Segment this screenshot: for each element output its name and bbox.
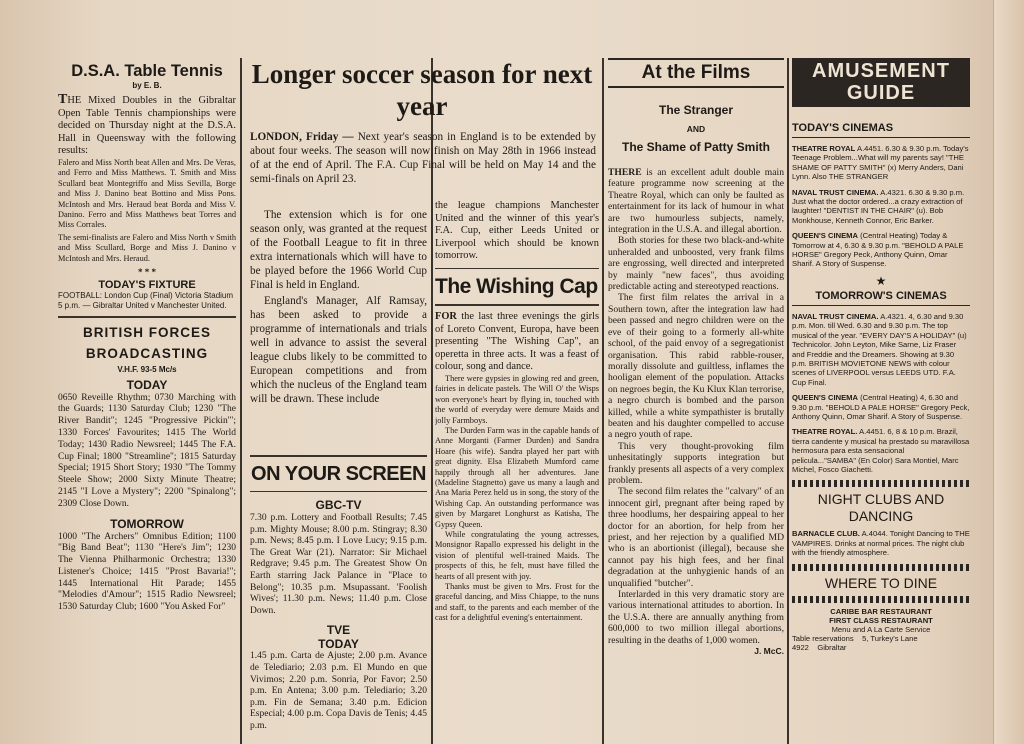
films-paragraph-2: Both stories for these two black-and-white unheralded and unboosted, very frank films are engrossing, well directed and interpreted by mainly "new faces", thus avoiding predictable acting and stereotyped reactions. [608,235,784,293]
todays-cinemas-heading: TODAY'S CINEMAS [792,121,970,138]
soccer-article-continued [250,208,427,448]
tomorrow-schedule: 1000 "The Archers" Omnibus Edition; 1100 "Big Band Beat"; 1130 "Here's Jim"; 1230 The Vienna Philharmonic Orchestra; 1330 Listener's Choice; 1415 "Prost Bavaria!"; 1445 International Hit Parade; 1455 "Melodies d'Amour"; 1515 Radio Newsreel; 1530 Saturday Club; 1600 "You Asked For" [58,531,236,613]
on-your-screen-heading: ON YOUR SCREEN [251,462,426,485]
tomorrow-heading: TOMORROW [110,516,184,531]
restaurant-line: 4922 Gibraltar [792,643,847,653]
restaurant-line: FIRST CLASS RESTAURANT [829,615,933,625]
restaurant-line: Menu and A La Carte Service [831,625,931,634]
bfb-heading-2: BROADCASTING [85,345,209,361]
cinema-name: THEATRE ROYAL. [792,427,858,437]
amusement-guide-subtitle: GUIDE [846,82,916,104]
night-club-listing: BARNACLE CLUB. A.4044. Tonight Dancing to THE VAMPIRES. Drinks at normal prices. The night club with the friendly atmosphere. [792,529,970,558]
tomorrows-cinemas-list [792,312,970,475]
films-heading: At the Films [641,62,751,83]
wishing-cap-title: The Wishing Cap [435,275,598,299]
film-title-2: The Shame of Patty Smith [621,140,771,154]
film-and: AND [686,124,706,134]
column-rule [602,58,604,744]
soccer-continuation: the league champions Manchester United and the winner of this year's F.A. Cup, either Leeds United or Liverpool which should be known tomorrow. [435,200,599,262]
restaurant-name: CARIBE BAR RESTAURANT [830,606,932,616]
column-table-tennis [58,58,236,744]
cinema-details: A.4321. 4, 6.30 and 9.30 p.m. Mon. till Wed. 6.30 and 9.30 p.m. The top musical of the year. "EVERY DAY'S A HOLIDAY" (u) Technicolor. John Leyton, Mike Sarne, Liz Fraser and Freddie and the Dreamers. Showing at 9.30 p.m. BRITISH MOVIETONE NEWS with colour scenes of LIVERPOOL versus LEEDS UTD. F.A. Cup Final. [792,311,967,387]
cinema-listing [792,231,970,269]
tve-schedule: 1.45 p.m. Carta de Ajuste; 2.00 p.m. Avance de Telediario; 2.03 p.m. El Mundo en que Vivimos; 2.20 p.m. Sonria, Por Favor; 2.50 p.m. En Antena; 3.00 p.m. Telediario; 3.20 p.m. Fin de Semana; 3.40 p.m. Edicion Especial; 4.00 p.m. Copa Davis de Tenis; 4.45 p.m. [250,651,427,731]
cinema-details: A.4451. 6.30 & 9.30 p.m. Today's Teenage Problem...What will my parents say! "THE SHAME OF PATTY SMITH" (x) Merry Anders, Dani Lynn. Also THE STRANGER [792,144,969,182]
gbc-heading: GBC-TV [315,498,362,512]
headline-block [244,58,600,138]
cinema-listing [792,312,970,387]
tomorrows-cinemas-heading: TOMORROW'S CINEMAS [792,289,970,306]
films-paragraph-1: THERE is an excellent adult double main feature programme now screening at the Theatre Royal, which can only be faulted as entertainment for its lack of humour in what are two humourless subjects, namely, integration in the U.S.A. and illegal abortion. [608,167,784,236]
night-clubs-heading: NIGHT CLUBS AND [817,491,945,508]
cinema-name: THEATRE ROYAL [792,144,856,153]
films-paragraph-4: This very thought-provoking film unhesitatingly supports integration but frankly presents all aspects of a very complex problem. [608,440,784,486]
cinema-listing [792,393,970,421]
article-intro: THE Mixed Doubles in the Gibraltar Open Table Tennis championships were decided on Thursday night at the D.S.A. Hall in Queensway with the following results: [58,92,236,157]
amusement-guide-title: AMUSEMENT [812,60,950,82]
cinema-details: (Central Heating) 4, 6.30 and 9.30 p.m. "BEHOLD A PALE HORSE" Gregory Peck, Anthony Quinn, Omar Sharif. A Story of Suspense. [792,393,970,421]
cinema-details: (Central Heating) Today & Tomorrow at 4, 6.30 & 9.30 p.m. "BEHOLD A PALE HORSE" Gregory Peck, Anthony Quinn, Omar Sharif. A Story of Suspense. [792,231,964,269]
amusement-guide-banner [792,58,970,107]
tve-subheading: TODAY [318,637,359,652]
article-title: D.S.A. Table Tennis [71,62,223,80]
column-rule [240,58,242,744]
column-amusement-guide [792,58,970,744]
semifinals-text: The semi-finalists are Falero and Miss North v Smith and Miss Scullard, Borge and Miss J. Danino v McIntosh and Mrs. Heraud. [58,232,236,263]
tve-heading: TVE [326,623,351,638]
wishing-cap-paragraph: Thanks must be given to Mrs. Frost for the graceful dancing, and Miss Chiappe, to the nuns and staff, to the parents and each member of the cast for a delightful evening's entertainment. [435,582,599,623]
fixture-text: FOOTBALL: London Cup (Final) Victoria Stadium 5 p.m. — Gibraltar United v Manchester United. [58,291,234,311]
cinema-name: NAVAL TRUST CINEMA. [792,187,879,197]
films-paragraph-3: The first film relates the arrival in a Southern town, after the integration law had been passed and negro children were on the eve of their going to a formerly all-white school, of the paid envoy of a segregationist organisation. This rabid rabble-rouser, morally dissolute and guiltless, inflames the hooligan element of the population. Attacks on negroes begin, the Ku Klux Klan terrorise, a negro church is bombed and the parson killed, while a white sympathister is brutally beaten and his daughter compelled to accuse a negro youth of rape. [608,292,784,441]
gbc-schedule: 7.30 p.m. Lottery and Football Results; 7.45 p.m. Mighty Mouse; 8.00 p.m. Stingray; 8.30 p.m. News; 8.45 p.m. I Love Lucy; 9.15 p.m. The Great War (21). Narrator: Sir Michael Redgrave; 9.45 p.m. The Greatest Show On Earth starring Jack Palance in "Place to Belong"; 10.35 p.m. Msupassant. 'Foolish Wives'; 11.30 p.m. News; 11.40 p.m. Close Down. [250,513,427,616]
cinema-name: QUEEN'S CINEMA [792,393,858,403]
bfb-frequency: V.H.F. 93-5 Mc/s [117,364,177,374]
fixture-heading: TODAY'S FIXTURE [98,279,196,292]
wishing-cap-paragraph: The Durden Farm was in the capable hands of Anne Morganti (Farmer Durden) and Sandra Hoare (his wife). Sandra played her part with great dignity. Elsa Elizabeth Mumford came happily through all her adventures. Jane (Madeline Stagnetto) gave us many a laugh and Ana Maria Perez held us in song, the story of the Wishing Cap. An outstanding performance was given by Margaret Longhurst as Katisha, The Gypsy Queen. [435,425,599,529]
column-rule [787,58,789,744]
today-schedule: 0650 Reveille Rhythm; 0730 Marching with the Guards; 1130 Saturday Club; 1230 "The River Bandit"; 1245 "Progressive Pickin'"; 1330 Forces' Favourites; 1415 The World Today; 1430 Radio Newsreel; 1445 The F.A. Cup Final; 1800 "Streamline"; 1815 Saturday Special; 1915 Short Story; 1930 "The Tommy Steele Show; 2000 Sixty Minute Theatre; 2145 "I Love a Mystery"; 2200 "Spinalong"; 2309 Close Down. [58,392,236,509]
rule [58,316,236,318]
cinema-listing [792,188,970,226]
restaurant-line: Table reservations 5, Turkey's Lane [792,634,918,644]
bfb-heading-1: BRITISH FORCES [82,324,211,340]
column-films [608,58,784,744]
main-headline: Longer soccer season for next year [251,59,593,121]
where-to-dine-heading: WHERE TO DINE [824,574,938,591]
films-paragraph-5: The second film relates the "calvary" of an innocent girl, pregnant after being raped by three hoodlums, her despairing appeal to her doctor for an abortion, for help from her priest, and her rejection by a qualified MD who is an abortionist (illegal), because she cannot pay his high fees, and her final degradation at the unhygienic hands of an unqualified "butcher". [608,486,784,589]
cinema-listing [792,144,970,182]
cinema-name: QUEEN'S CINEMA [792,231,858,241]
film-title-1: The Stranger [658,103,733,117]
dancing-heading: DANCING [848,508,914,525]
cinema-details: A.4321. 6.30 & 9.30 p.m. Just what the doctor ordered...a crazy extraction of laughter! "DENTIST IN THE CHAIR" (u). Bob Monkhouse, Kenneth Connor, Eric Barker. [792,187,965,225]
column-wishing-cap [435,200,599,744]
todays-cinemas-list [792,144,970,269]
adjacent-page-edge [993,0,1024,744]
cinema-name: NAVAL TRUST CINEMA. [792,311,879,321]
soccer-paragraph-2: The extension which is for one season only, was granted at the request of the Football League to fit in three extra internationals which will have to be played before the 1966 World Cup Final is held in England. [250,209,427,291]
byline: by E. B. [132,81,162,90]
results-text: Falero and Miss North beat Allen and Mrs. De Veras, and Ferro and Miss Matthews. T. Smith and Miss Scullard beat Montegriffo and Miss Sevilla, Borge and Miss J. Danino beat Bottino and Miss Pons. McIntosh and Mrs. Heraud beat Borda and Miss V. Danino. Ferro and Miss Matthews beat Torres and Miss Corrales. [58,157,236,230]
cinema-listing [792,427,970,474]
cinema-details: A.4451. 6, 8 & 10 p.m. Brazil, tierra candente y musical ha prestado su maravillosa hermosura para esta sensacional pelicula..."SAMBA" (En Color) Sara Montiel, Marc Michel, Fosco Giachetti. [792,427,970,474]
wishing-cap-intro: FOR the last three evenings the girls of Loreto Convent, Europa, have been presenting "The Wishing Cap", an operetta in three acts. It was a feast of colour, song and dance. [435,310,599,373]
divider-stars: * * * [138,267,156,278]
lead-paragraph: LONDON, Friday — Next year's season in England is to be extended by about four weeks. The season will now finish on May 28th in 1966 instead of at the end of April. The F.A. Cup Final will be held on May 14 and the semi-finals on April 23. [250,131,596,185]
soccer-paragraph-3: England's Manager, Alf Ramsay, has been asked to provide a programme of internationals and trials well in advance to assist the several league clubs likely to be committed to European competitions and from which the nucleus of the England team will be drawn. These include [250,295,427,405]
tv-listings [250,450,427,744]
films-paragraph-6: Interlarded in this very dramatic story are various international attitudes to abortion. In the U.S.A. there are annually anything from 600,000 to two million illegal abortions, resulting in the deaths of 1,000 women. [608,589,784,646]
wishing-cap-paragraph: There were gypsies in glowing red and green, fairies in delicate pastels. The Will O' the Wisps won everyone's heart by flying in, touched with the world of everyday were demure Maids and jolly Farmboys. [435,373,599,425]
films-signature: J. McC. [754,646,784,657]
star-divider: ★ [875,273,887,288]
today-heading: TODAY [126,377,168,392]
wishing-cap-paragraph: While congratulating the young actresses, Monsignor Rapallo expressed his delight in the vision of plentiful well-trained Maids. The prospects of this, he felt, must have filled the hearts of all present with joy. [435,530,599,581]
